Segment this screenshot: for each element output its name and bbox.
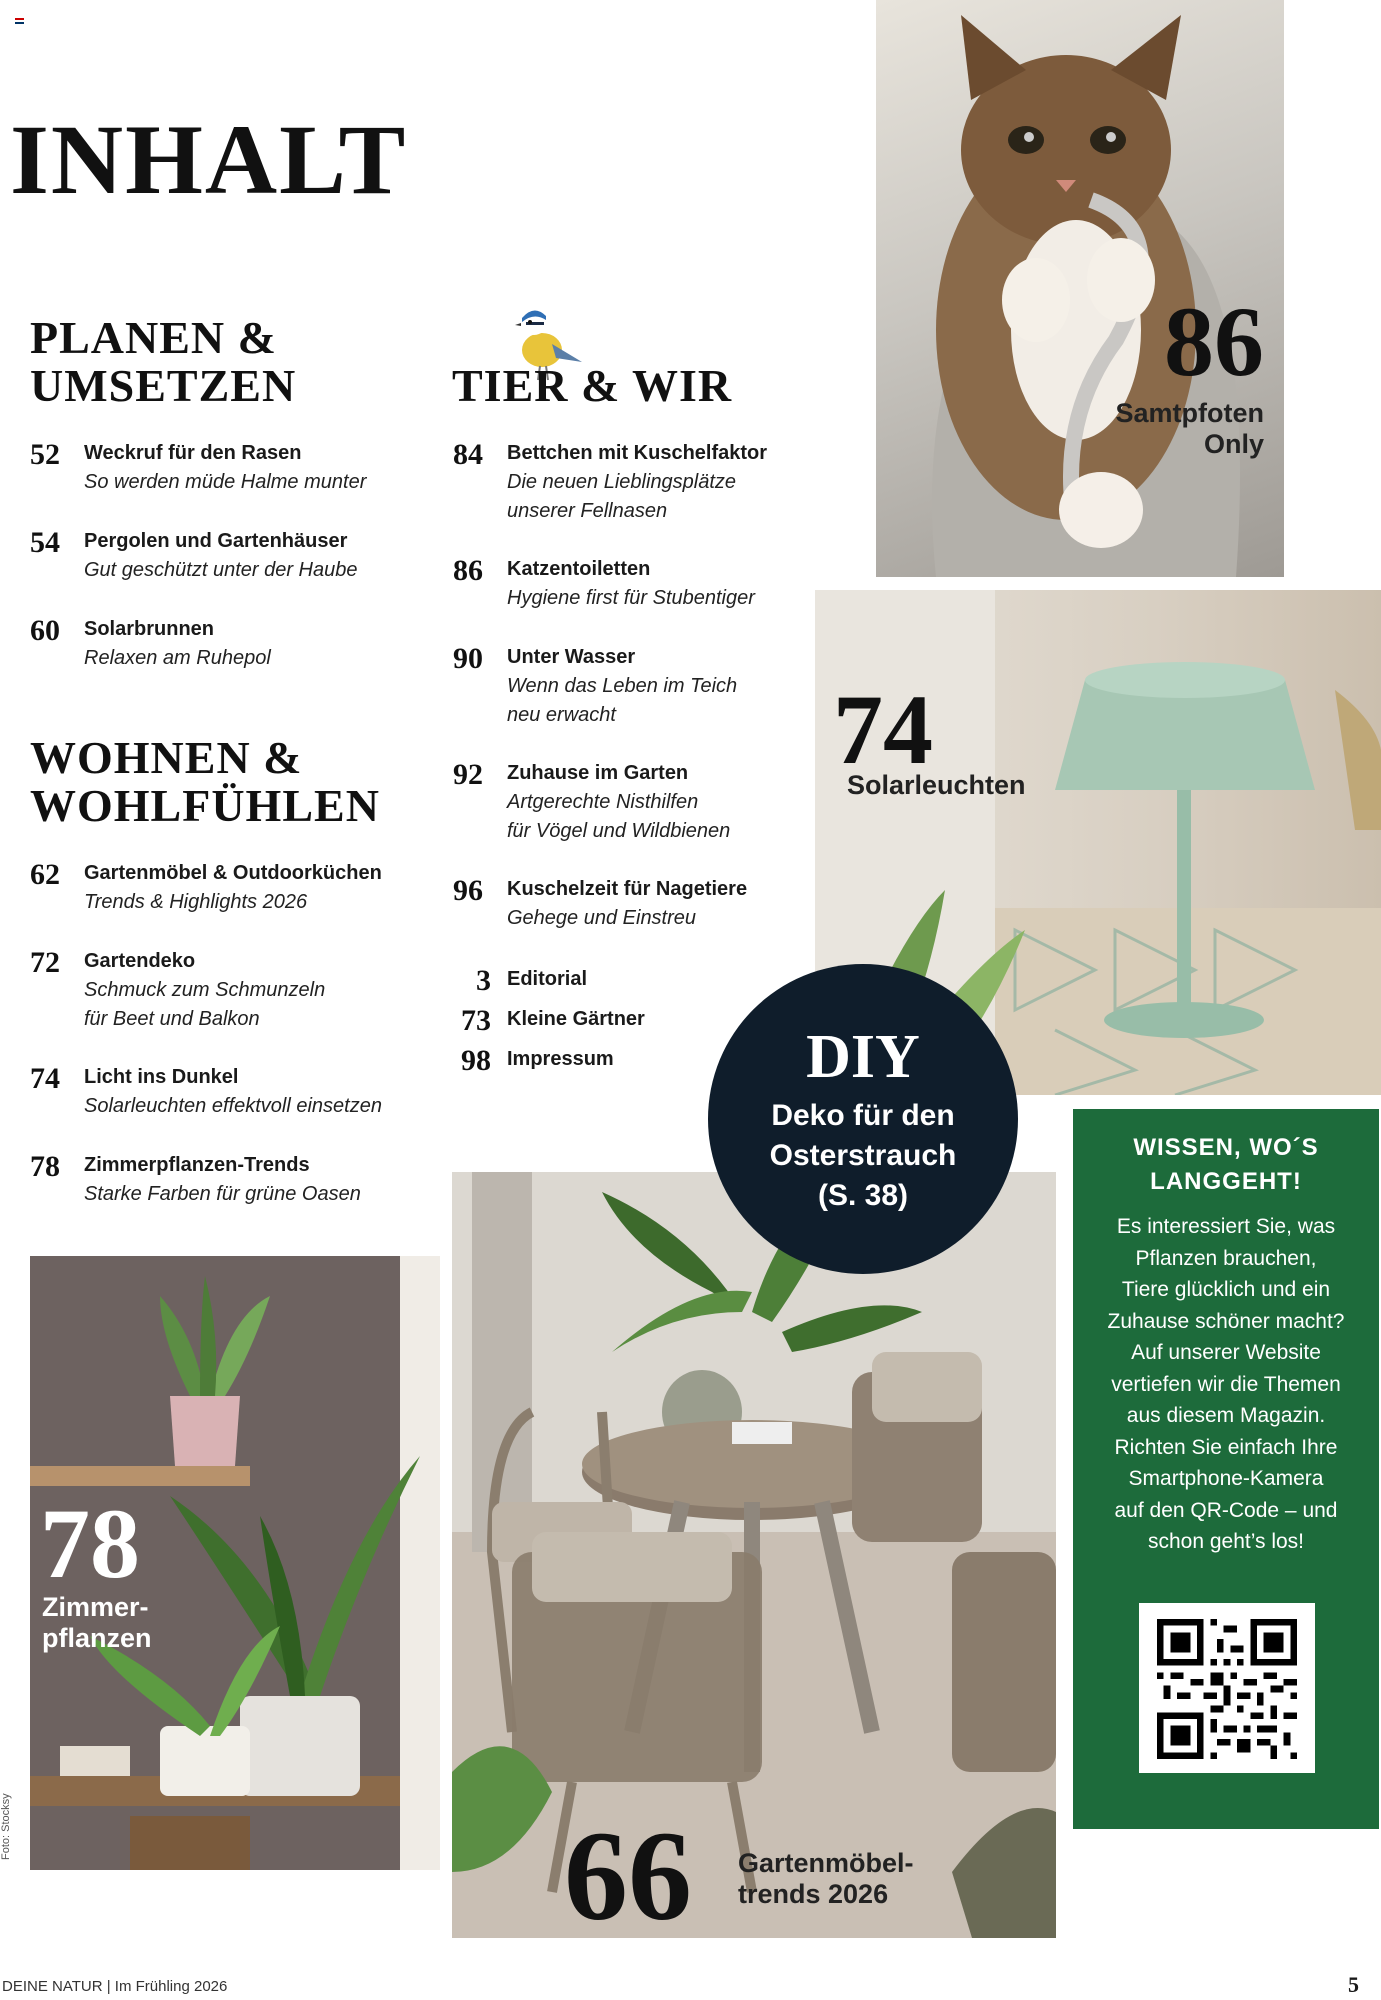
entry-title: Katzentoiletten bbox=[507, 558, 651, 580]
page-number: 72 bbox=[30, 946, 60, 979]
entry-subtitle: Hygiene first für Stubentiger bbox=[507, 587, 755, 609]
page-title: INHALT bbox=[10, 104, 408, 215]
entry-title: Zimmerpflanzen-Trends bbox=[84, 1154, 310, 1176]
diy-text: Deko für den Osterstrauch (S. 38) bbox=[769, 1099, 957, 1212]
entry-title: Pergolen und Gartenhäuser bbox=[84, 530, 348, 552]
entry-title: Kuschelzeit für Nagetiere bbox=[507, 878, 748, 900]
entry-title: Kleine Gärtner bbox=[507, 1008, 645, 1030]
feature-number: 74 bbox=[833, 674, 933, 785]
diy-badge[interactable] bbox=[708, 964, 1018, 1274]
page-number: 60 bbox=[30, 614, 60, 647]
entry-subtitle: Gehege und Einstreu bbox=[507, 907, 697, 929]
page-number: 84 bbox=[453, 438, 483, 471]
entry-title: Editorial bbox=[507, 968, 588, 990]
entry-subtitle: Trends & Highlights 2026 bbox=[84, 891, 308, 913]
houseplants-photo[interactable] bbox=[30, 1256, 440, 1870]
entry-title: Impressum bbox=[507, 1048, 614, 1070]
entry-subtitle: Solarleuchten effektvoll einsetzen bbox=[84, 1095, 382, 1117]
diy-title: DIY bbox=[806, 1023, 920, 1091]
entry-title: Unter Wasser bbox=[507, 646, 636, 668]
page-number: 92 bbox=[453, 758, 483, 791]
garden-furniture-photo[interactable] bbox=[452, 1172, 1056, 1938]
entry-subtitle: Die neuen Lieblingsplätze unserer Fellnasen bbox=[507, 471, 737, 522]
entry-subtitle: Gut geschützt unter der Haube bbox=[84, 559, 358, 581]
entry-subtitle: Relaxen am Ruhepol bbox=[84, 647, 271, 669]
page-number: 98 bbox=[461, 1044, 491, 1077]
page-number: 78 bbox=[30, 1150, 60, 1183]
page-number: 62 bbox=[30, 858, 60, 891]
page-number: 52 bbox=[30, 438, 60, 471]
entry-subtitle: Artgerechte Nisthilfen für Vögel und Wildbienen bbox=[507, 791, 731, 842]
qr-code[interactable] bbox=[1139, 1603, 1315, 1773]
entry-title: Zuhause im Garten bbox=[507, 762, 689, 784]
page-number: 86 bbox=[453, 554, 483, 587]
feature-caption: Zimmer- pflanzen bbox=[42, 1592, 152, 1654]
kitten-photo[interactable] bbox=[876, 0, 1284, 577]
footer-text: DEINE NATUR | Im Frühling 2026 bbox=[2, 1978, 228, 1995]
entry-subtitle: Wenn das Leben im Teich neu erwacht bbox=[507, 675, 738, 726]
feature-number: 66 bbox=[564, 1805, 692, 1938]
feature-caption: Solarleuchten bbox=[847, 770, 1026, 800]
page-number: 74 bbox=[30, 1062, 60, 1095]
page-number-footer: 5 bbox=[1348, 1972, 1359, 1997]
page-number: 90 bbox=[453, 642, 483, 675]
photo-credit: Foto: Stocksy bbox=[0, 1793, 12, 1860]
feature-caption: Samtpfoten Only bbox=[1115, 398, 1264, 460]
entry-subtitle: So werden müde Halme munter bbox=[84, 471, 367, 493]
qr-code-icon bbox=[1157, 1619, 1297, 1759]
page-number: 96 bbox=[453, 874, 483, 907]
feature-number: 78 bbox=[40, 1488, 140, 1599]
garden-furniture-illustration bbox=[452, 1172, 1056, 1938]
page-number: 3 bbox=[476, 964, 491, 997]
info-box bbox=[1073, 1109, 1379, 1829]
entry-subtitle: Schmuck zum Schmunzeln für Beet und Balkon bbox=[84, 979, 326, 1030]
info-box-heading: WISSEN, WO´S LANGGEHT! bbox=[1133, 1134, 1319, 1195]
section-heading-tier: TIER & WIR bbox=[452, 360, 733, 411]
entry-title: Licht ins Dunkel bbox=[84, 1066, 239, 1088]
page-number: 54 bbox=[30, 526, 60, 559]
entry-title: Gartenmöbel & Outdoorküchen bbox=[84, 862, 382, 884]
section-heading-planen: PLANEN & UMSETZEN bbox=[30, 312, 297, 411]
entry-title: Weckruf für den Rasen bbox=[84, 442, 302, 464]
feature-number: 86 bbox=[1164, 286, 1264, 397]
entry-subtitle: Starke Farben für grüne Oasen bbox=[84, 1183, 361, 1205]
section-heading-wohnen: WOHNEN & WOHLFÜHLEN bbox=[30, 732, 380, 831]
info-box-text: Es interessiert Sie, was Pflanzen brauchen, Tiere glücklich und ein Zuhause schöner macht? Auf unserer Website vertiefen wir die Themen aus diesem Magazin. Richten Sie einfach Ihre Smartphone-Kamera auf den QR-Code – und schon geht’s los! bbox=[1107, 1215, 1345, 1553]
page-number: 73 bbox=[461, 1004, 491, 1037]
entry-title: Solarbrunnen bbox=[84, 618, 215, 640]
entry-title: Gartendeko bbox=[84, 950, 196, 972]
feature-caption: Gartenmöbel- trends 2026 bbox=[738, 1848, 914, 1910]
entry-title: Bettchen mit Kuschelfaktor bbox=[507, 442, 768, 464]
flag-icon bbox=[15, 18, 24, 24]
